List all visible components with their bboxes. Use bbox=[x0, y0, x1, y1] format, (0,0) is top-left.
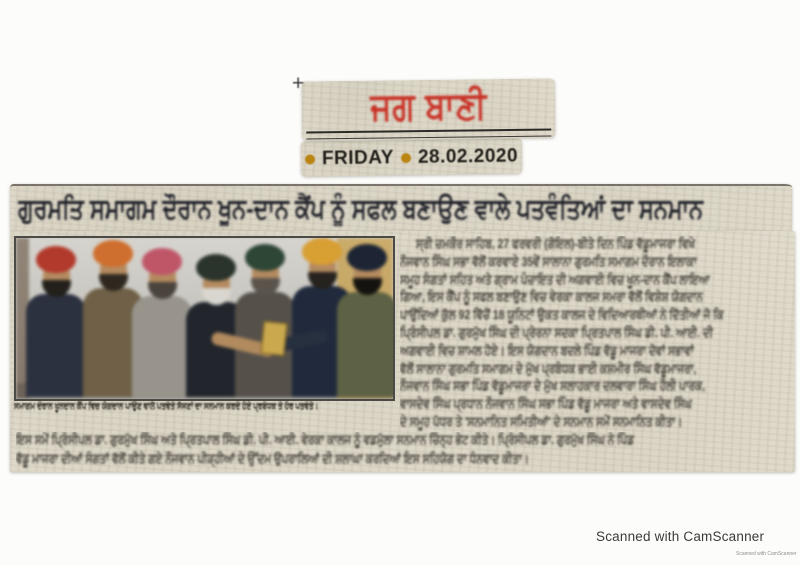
person-silhouette bbox=[25, 246, 87, 397]
photo-caption: ਸਮਾਗਮ ਦੌਰਾਨ ਖੂਨਦਾਨ ਕੈਂਪ ਵਿਚ ਯੋਗਦਾਨ ਪਾਉਣ ਵਾਲੇ ਪਤਵੰਤੇ ਸੱਜਣਾਂ ਦਾ ਸਨਮਾਨ ਕਰਦੇ ਹੋਏ ਪ੍ਰਬੰਧਕ ਤੇ ਹੋਰ ਪਤਵੰਤੇ। bbox=[14, 401, 319, 412]
body-text-line: ਸਮੂਹ ਸੰਗਤਾਂ ਸਹਿਤ ਅਤੇ ਗ੍ਰਾਮ ਪੰਚਾਇਤ ਦੀ ਅਗਵਾਈ ਵਿਚ ਖੂਨ-ਦਾਨ ਕੈਂਪ ਲਾਇਆ bbox=[400, 271, 710, 287]
body-text-line: ਪਾਉਂਦਿਆਂ ਕੁੱਲ 92 ਵਿੱਚੋਂ 18 ਯੂਨਿਟਾਂ ਉਕਤ ਕਾਲਜ ਦੇ ਵਿਦਿਆਰਥੀਆਂ ਨੇ ਦਿੱਤੀਆਂ ਜੋ ਕਿ bbox=[400, 307, 724, 323]
date-bullet-icon bbox=[401, 153, 411, 163]
body-text-line: ਪ੍ਰਿੰਸੀਪਲ ਡਾ. ਗੁਰਮੁੱਖ ਸਿੰਘ ਦੀ ਪ੍ਰੇਰਨਾ ਸਦਕਾ ਪ੍ਰਿਤਪਾਲ ਸਿੰਘ ਡੀ. ਪੀ. ਆਈ. ਦੀ bbox=[400, 324, 713, 340]
date-label: 28.02.2020 bbox=[417, 145, 519, 168]
camscanner-watermark: Scanned with CamScanner bbox=[596, 529, 765, 544]
camscanner-watermark-small: Scanned with CamScanner bbox=[736, 551, 797, 557]
body-text-line: ਵਾਸਦੇਵ ਸਿੰਘ ਪ੍ਰਧਾਨ ਨੌਜਵਾਨ ਸਿੰਘ ਸਭਾ ਪਿੰਡ ਵੱਡੂ ਮਾਜਰਾ ਅਤੇ ਵਾਸਦੇਵ ਸਿੰਘ bbox=[400, 396, 692, 412]
masthead-title: ਜਗ ਬਾਣੀ bbox=[369, 85, 488, 129]
article-strip bbox=[10, 231, 795, 472]
person-silhouette bbox=[131, 248, 193, 397]
body-text-line: ਗਿਆ, ਇਸ ਕੈਂਪ ਨੂੰ ਸਫਲ ਬਣਾਉਣ ਵਿਚ ਵੇਰਕਾ ਕਾਲਜ ਸਮਰਾ ਵੱਲੋਂ ਵਿਸ਼ੇਸ਼ ਯੋਗਦਾਨ bbox=[400, 289, 703, 305]
person-silhouette bbox=[336, 244, 395, 397]
body-text-line: ਅਗਵਾਈ ਵਿਚ ਸ਼ਾਮਲ ਹੋਏ। ਇਸ ਯੋਗਦਾਨ ਬਦਲੇ ਪਿੰਡ ਵੱਡੂ ਮਾਜਰਾ ਦੋਵਾਂ ਸਭਾਵਾਂ bbox=[400, 342, 694, 358]
masthead-strip bbox=[302, 78, 556, 140]
body-text-line: ਨੌਜਵਾਨ ਸਿੰਘ ਸਭਾ ਪਿੰਡ ਵੱਡੂਮਾਜਰਾ ਦੇ ਮੁੱਖ ਸਲਾਹਕਾਰ ਦਲਵਾਰਾ ਸਿੰਘ ਹੌਲੀ ਪਾਰਕ, bbox=[400, 378, 706, 394]
body-text-line: ਦੇ ਸਮੂਹ ਪੱਧਰ ਤੇ 'ਸਨਮਾਨਿਤ ਸਮਿਤੀਆਂ' ਦੇ ਸਨਮਾਨ ਸਮੇਂ ਸਨਮਾਨਿਤ ਕੀਤਾ। bbox=[400, 413, 683, 429]
group-photo-people bbox=[16, 238, 393, 399]
dateline-strip bbox=[301, 138, 522, 176]
date-bullet-icon bbox=[305, 154, 315, 164]
masthead-divider bbox=[306, 129, 551, 140]
article-bottom-block bbox=[16, 432, 792, 472]
article-column-right bbox=[400, 236, 792, 433]
crop-plus-mark: + bbox=[292, 72, 305, 95]
group-photo bbox=[14, 236, 395, 401]
body-text-line: ਵੱਡੂ ਮਾਜਰਾ ਦੀਆਂ ਸੰਗਤਾਂ ਵੱਲੋਂ ਕੀਤੇ ਗਏ ਨੌਜਵਾਨ ਪੀੜ੍ਹੀਆਂ ਦੇ ਉੱਦਮ ਉਪਰਾਲਿਆਂ ਦੀ ਸ਼ਲਾਘਾ ਕਰਦਿਆਂ ਇਸ ਸਹਿਯੋਗ ਦਾ ਧੰਨਵਾਦ ਕੀਤਾ। bbox=[16, 451, 529, 466]
day-label: FRIDAY bbox=[321, 146, 395, 169]
body-text-line: ਵੱਲੋਂ ਸਾਲਾਨਾ ਗੁਰਮਤਿ ਸਮਾਗਮ ਦੇ ਮੁੱਖ ਪ੍ਰਬੰਧਕ ਭਾਈ ਕਸ਼ਮੀਰ ਸਿੰਘ ਵੱਡੂਮਾਜਰਾ, bbox=[400, 360, 697, 376]
headline-strip bbox=[10, 184, 792, 233]
headline-text: ਗੁਰਮਤਿ ਸਮਾਗਮ ਦੌਰਾਨ ਖੂਨ-ਦਾਨ ਕੈਂਪ ਨੂੰ ਸਫਲ ਬਣਾਉਣ ਵਾਲੇ ਪਤਵੰਤਿਆਂ ਦਾ ਸਨਮਾਨ bbox=[18, 193, 704, 224]
body-text-line: ਇਸ ਸਮੇਂ ਪ੍ਰਿੰਸੀਪਲ ਡਾ. ਗੁਰਮੁੱਖ ਸਿੰਘ ਅਤੇ ਪ੍ਰਿਤਪਾਲ ਸਿੰਘ ਡੀ. ਪੀ. ਆਈ. ਵੇਰਕਾ ਕਾਲਜ ਨੂੰ ਵਡਮੁੱਲਾ ਸਨਮਾਨ ਚਿੰਨ੍ਹ ਭੇਟ ਕੀਤੇ। ਪ੍ਰਿੰਸੀਪਲ ਡਾ. ਗੁਰਮੁੱਖ ਸਿੰਘ ਨੇ ਪਿੰਡ bbox=[16, 432, 634, 447]
body-text-line: ਸ੍ਰੀ ਚਮਕੌਰ ਸਾਹਿਬ, 27 ਫਰਵਰੀ (ਗੋਇਲ)-ਬੀਤੇ ਦਿਨ ਪਿੰਡ ਵੱਡੂਮਾਜਰਾ ਵਿਖੇ bbox=[416, 236, 696, 251]
award-plaque bbox=[260, 321, 287, 356]
body-text-line: ਨੌਜਵਾਨ ਸਿੰਘ ਸਭਾ ਵੱਲੋਂ ਕਰਵਾਏ 35ਵੇਂ ਸਾਲਾਨਾ ਗੁਰਮਤਿ ਸਮਾਗਮ ਦੌਰਾਨ ਇਲਾਕਾ bbox=[400, 253, 697, 269]
